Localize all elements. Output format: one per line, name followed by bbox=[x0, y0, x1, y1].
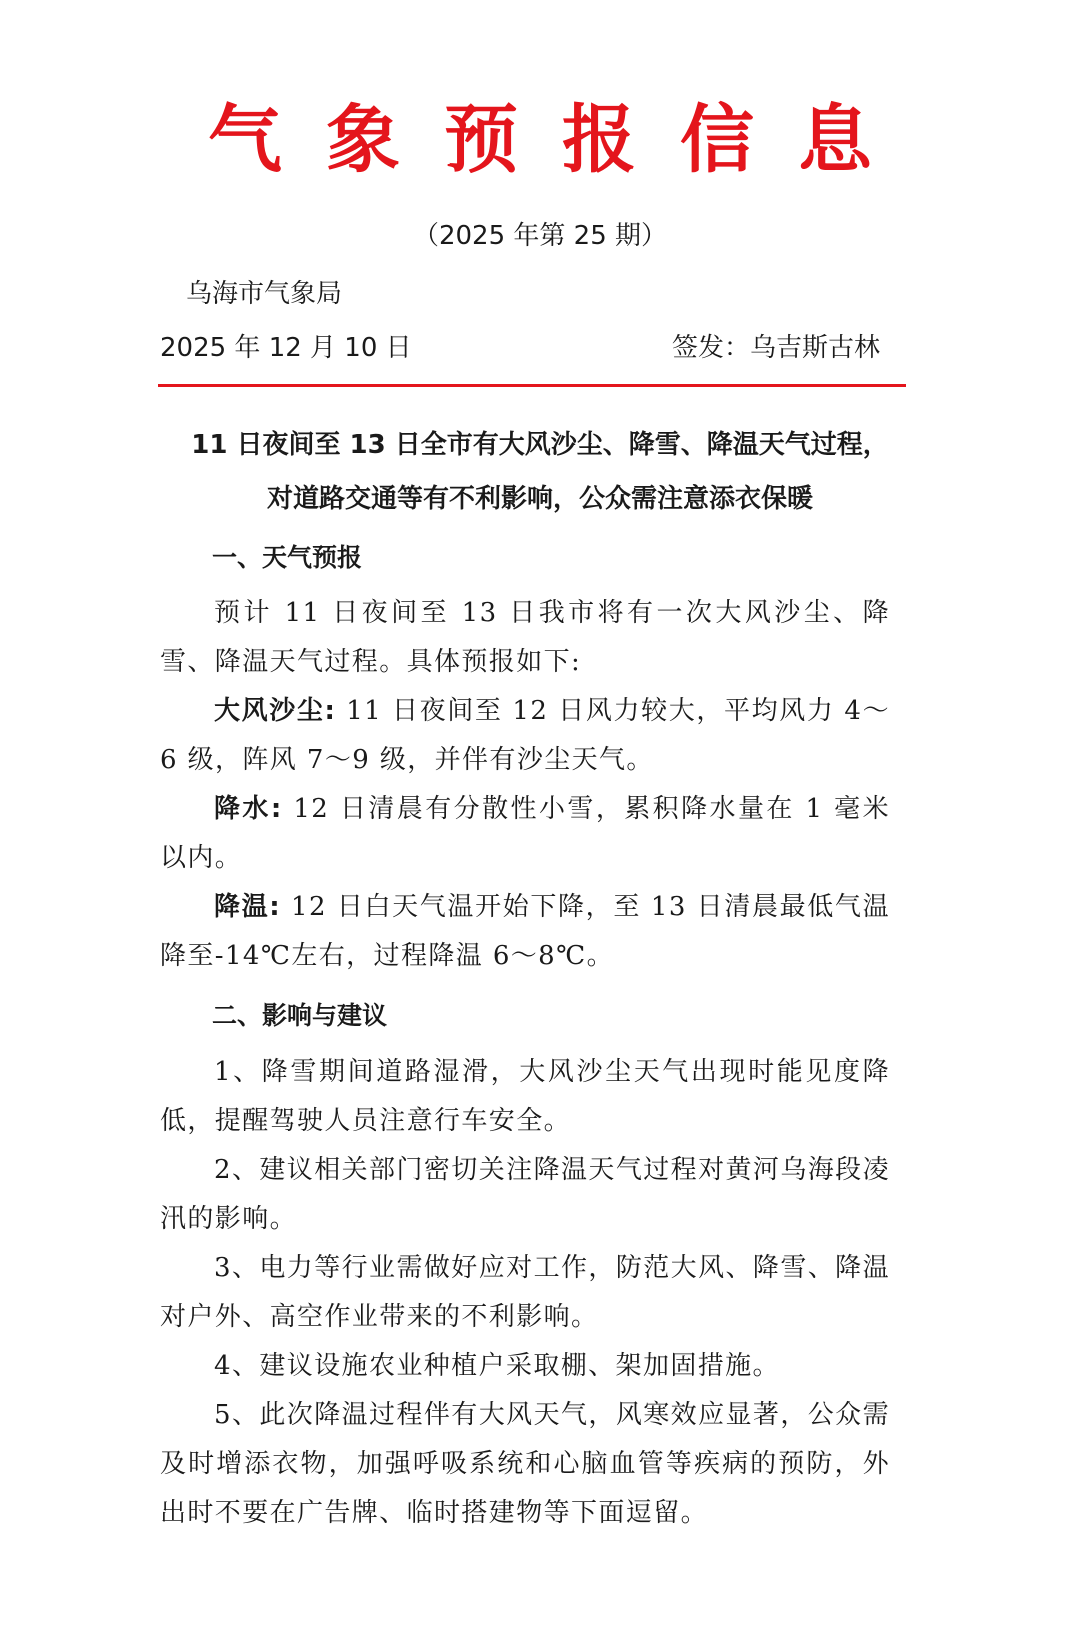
section-title-advice: 二、影响与建议 bbox=[212, 1001, 388, 1030]
forecast-temperature-text: 12 日白天气温开始下降，至 13 日清晨最低气温降至-14℃左右，过程降温 6～8℃。 bbox=[160, 892, 890, 971]
headline bbox=[140, 418, 940, 526]
forecast-precipitation bbox=[160, 785, 890, 883]
advice-item-2: 2、建议相关部门密切关注降温天气过程对黄河乌海段凌汛的影响。 bbox=[160, 1155, 890, 1234]
headline-line-1: 11 日夜间至 13 日全市有大风沙尘、降雪、降温天气过程， bbox=[191, 430, 889, 460]
issue-number: （2025 年第 25 期） bbox=[412, 221, 668, 251]
forecast-wind-text: 11 日夜间至 12 日风力较大，平均风力 4～6 级，阵风 7～9 级，并伴有沙尘天气。 bbox=[160, 696, 890, 775]
issuing-agency: 乌海市气象局 bbox=[186, 279, 343, 309]
advice-item-4: 4、建议设施农业种植户采取棚、架加固措施。 bbox=[214, 1351, 780, 1381]
advice-item-3: 3、电力等行业需做好应对工作，防范大风、降雪、降温对户外、高空作业带来的不利影响。 bbox=[160, 1253, 890, 1332]
forecast-intro: 预计 11 日夜间至 13 日我市将有一次大风沙尘、降雪、降温天气过程。具体预报如下: bbox=[160, 598, 890, 677]
advice-item-5: 5、此次降温过程伴有大风天气，风寒效应显著，公众需及时增添衣物，加强呼吸系统和心脑血管等疾病的预防，外出时不要在广告牌、临时搭建物等下面逗留。 bbox=[160, 1400, 890, 1528]
red-divider-rule bbox=[158, 384, 906, 387]
forecast-temperature-label: 降温: bbox=[214, 892, 282, 922]
forecast-wind-label: 大风沙尘: bbox=[214, 696, 337, 726]
advice-item-1: 1、降雪期间道路湿滑，大风沙尘天气出现时能见度降低，提醒驾驶人员注意行车安全。 bbox=[160, 1057, 890, 1136]
forecast-precipitation-label: 降水: bbox=[214, 794, 283, 824]
headline-line-2: 对道路交通等有不利影响，公众需注意添衣保暖 bbox=[266, 484, 813, 514]
issue-date: 2025 年 12 月 10 日 bbox=[160, 333, 412, 363]
forecast-wind bbox=[160, 687, 890, 785]
forecast-temperature bbox=[160, 883, 890, 981]
document-masthead-title: 气象预报信息 bbox=[208, 97, 916, 183]
signer: 签发：乌吉斯古林 bbox=[671, 333, 880, 363]
forecast-precipitation-text: 12 日清晨有分散性小雪，累积降水量在 1 毫米以内。 bbox=[160, 794, 890, 873]
section-title-forecast: 一、天气预报 bbox=[212, 543, 363, 572]
